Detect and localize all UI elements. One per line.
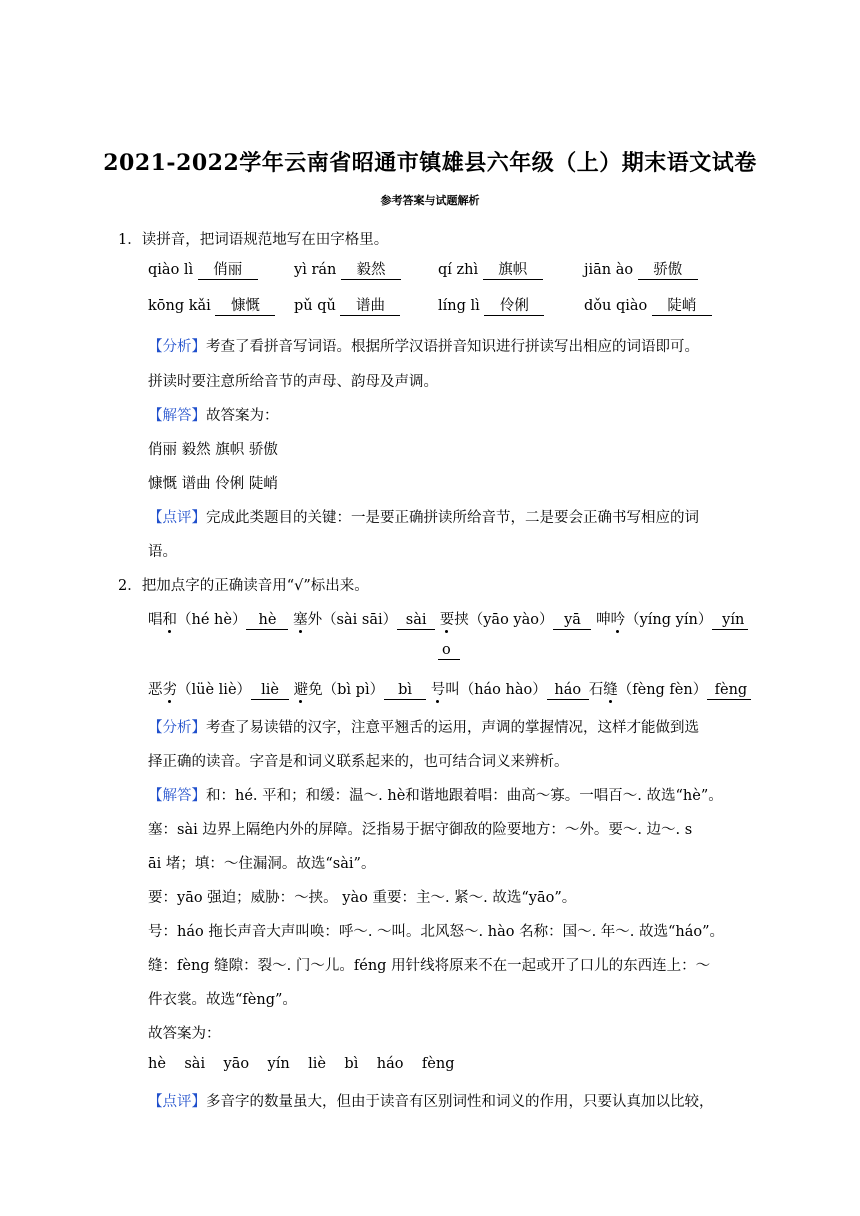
q2-options: （yāo yào） bbox=[468, 612, 554, 628]
q1-answer-blank: 伶俐 bbox=[484, 298, 544, 316]
q2-char: 恶 bbox=[148, 682, 163, 698]
q1-item bbox=[584, 262, 698, 280]
q1-pinyin: jiān ào bbox=[584, 262, 634, 278]
q1-pinyin: kōng kǎi bbox=[148, 298, 211, 314]
q2-answer-blank-wrap: o bbox=[438, 642, 460, 660]
dotted-char: 劣 bbox=[162, 682, 177, 698]
q1-stem: 1．读拼音，把词语规范地写在田字格里。 bbox=[118, 232, 389, 248]
q2-char: 呻 bbox=[596, 612, 611, 628]
q1-item bbox=[584, 298, 712, 316]
q2-answer-blank: bì bbox=[384, 682, 426, 700]
q1-pinyin: qí zhì bbox=[438, 262, 479, 278]
q2-answer-line bbox=[148, 784, 723, 805]
dotted-char: 塞 bbox=[293, 612, 308, 628]
q2-analysis-text: 择正确的读音。字音是和词义联系起来的，也可结合词义来辨析。 bbox=[148, 754, 569, 770]
dotted-char: 吟 bbox=[610, 612, 626, 628]
q2-options: （sài sāi） bbox=[322, 612, 398, 628]
q2-answer-blank: yā bbox=[553, 612, 591, 630]
q2-options: （hé hè） bbox=[177, 612, 247, 628]
q1-pinyin: líng lì bbox=[438, 298, 480, 314]
comment-tag: 【点评】 bbox=[148, 510, 206, 526]
q2-stem: 2．把加点字的正确读音用“√”标出来。 bbox=[118, 578, 369, 594]
q2-options: （háo hào） bbox=[459, 682, 547, 698]
q2-answer-summary: hè sài yāo yín liè bì háo fèng bbox=[148, 1056, 455, 1072]
q1-answer-blank: 俏丽 bbox=[198, 262, 258, 280]
q2-options: （lüè liè） bbox=[177, 682, 252, 698]
q1-item bbox=[438, 262, 543, 280]
page-subtitle: 参考答案与试题解析 bbox=[380, 194, 480, 207]
q2-answer-text: āi 堵；填：～住漏洞。故选“sài”。 bbox=[148, 856, 376, 872]
q2-char: 外 bbox=[307, 612, 323, 628]
comment-text: 完成此类题目的关键：一是要正确拼读所给音节，二是要会正确书写相应的词 bbox=[206, 510, 699, 526]
q2-answer-text: 缝：fèng 缝隙：裂～. 门～儿。féng 用针线将原来不在一起或开了口儿的东西连上：～ bbox=[148, 958, 711, 974]
q1-item bbox=[294, 298, 400, 316]
q1-comment-line bbox=[148, 506, 699, 527]
answer-text: 故答案为： bbox=[206, 408, 279, 424]
q2-char: 挟 bbox=[454, 612, 469, 628]
answer-tag: 【解答】 bbox=[148, 408, 206, 424]
q2-char: 免 bbox=[308, 682, 323, 698]
q2-analysis-line bbox=[148, 716, 699, 737]
comment-text: 多音字的数量虽大，但由于读音有区别词性和词义的作用，只要认真加以比较， bbox=[206, 1094, 714, 1110]
q2-char: 石 bbox=[588, 682, 604, 698]
analysis-tag: 【分析】 bbox=[148, 720, 206, 736]
q1-item bbox=[294, 262, 401, 280]
dotted-char: 要 bbox=[439, 612, 455, 628]
q1-answer-blank: 陡峭 bbox=[652, 298, 712, 316]
q1-comment-text: 语。 bbox=[148, 544, 177, 560]
analysis-tag: 【分析】 bbox=[148, 339, 206, 355]
answer-text: 和：hé. 平和；和缓：温～. hè和谐地跟着唱：曲高～寡。一唱百～. 故选“hè”。 bbox=[206, 788, 723, 804]
dotted-char: 和 bbox=[162, 612, 177, 628]
dotted-char: 号 bbox=[430, 682, 446, 698]
q2-comment-line bbox=[148, 1090, 714, 1111]
q2-answer-blank: háo bbox=[547, 682, 589, 700]
q2-answer-text: 塞：sài 边界上隔绝内外的屏障。泛指易于据守御敌的险要地方：～外。要～. 边～. s bbox=[148, 822, 693, 838]
q1-answer-words-1: 俏丽 毅然 旗帜 骄傲 bbox=[148, 442, 278, 458]
dotted-char: 缝 bbox=[603, 682, 618, 698]
q2-answer-text: 故答案为： bbox=[148, 1026, 221, 1042]
analysis-text: 考查了看拼音写词语。根据所学汉语拼音知识进行拼读写出相应的词语即可。 bbox=[206, 339, 699, 355]
q2-row-2 bbox=[148, 678, 751, 700]
q2-answer-blank: liè bbox=[251, 682, 289, 700]
q1-analysis-text: 拼读时要注意所给音节的声母、韵母及声调。 bbox=[148, 374, 438, 390]
q2-answer-text: 件衣裳。故选“fèng”。 bbox=[148, 992, 297, 1008]
answer-tag: 【解答】 bbox=[148, 788, 206, 804]
comment-tag: 【点评】 bbox=[148, 1094, 206, 1110]
q2-answer-text: 要：yāo 强迫；威胁：～挟。 yào 重要：主～. 紧～. 故选“yāo”。 bbox=[148, 890, 577, 906]
q1-answer-blank: 骄傲 bbox=[638, 262, 698, 280]
q2-answer-blank: hè bbox=[246, 612, 288, 630]
q1-answer-blank: 谱曲 bbox=[340, 298, 400, 316]
q2-answer-text: 号：háo 拖长声音大声叫唤：呼～. ～叫。北风怒～. hào 名称：国～. 年～. 故选“háo”。 bbox=[148, 924, 725, 940]
q1-answer-blank: 旗帜 bbox=[483, 262, 543, 280]
q1-row-1 bbox=[148, 262, 258, 280]
q1-answer-words-2: 慷慨 谱曲 伶俐 陡峭 bbox=[148, 476, 278, 492]
q2-char: 叫 bbox=[445, 682, 460, 698]
q2-answer-blank: sài bbox=[397, 612, 435, 630]
q1-answer-blank: 慷慨 bbox=[215, 298, 275, 316]
q2-row-1 bbox=[148, 608, 748, 630]
page-title: 2021-2022学年云南省昭通市镇雄县六年级（上）期末语文试卷 bbox=[103, 150, 757, 176]
q1-pinyin: dǒu qiào bbox=[584, 298, 648, 314]
q2-answer-blank: fèng bbox=[707, 682, 751, 700]
q2-options: （yíng yín） bbox=[625, 612, 713, 628]
q1-item bbox=[438, 298, 544, 316]
q1-item bbox=[148, 298, 275, 316]
q2-answer-wrap bbox=[438, 642, 460, 660]
q1-answer-blank: 毅然 bbox=[341, 262, 401, 280]
q2-answer-blank: yín bbox=[712, 612, 748, 630]
q1-pinyin: yì rán bbox=[294, 262, 337, 278]
q1-analysis-line bbox=[148, 335, 699, 356]
q1-answer-line bbox=[148, 404, 279, 425]
q2-char: 唱 bbox=[148, 612, 163, 628]
q1-pinyin: pǔ qǔ bbox=[294, 298, 336, 314]
dotted-char: 避 bbox=[293, 682, 309, 698]
q2-options: （fèng fèn） bbox=[617, 682, 708, 698]
q1-pinyin: qiào lì bbox=[148, 262, 194, 278]
analysis-text: 考查了易读错的汉字，注意平翘舌的运用，声调的掌握情况，这样才能做到选 bbox=[206, 720, 699, 736]
q2-options: （bì pì） bbox=[322, 682, 385, 698]
